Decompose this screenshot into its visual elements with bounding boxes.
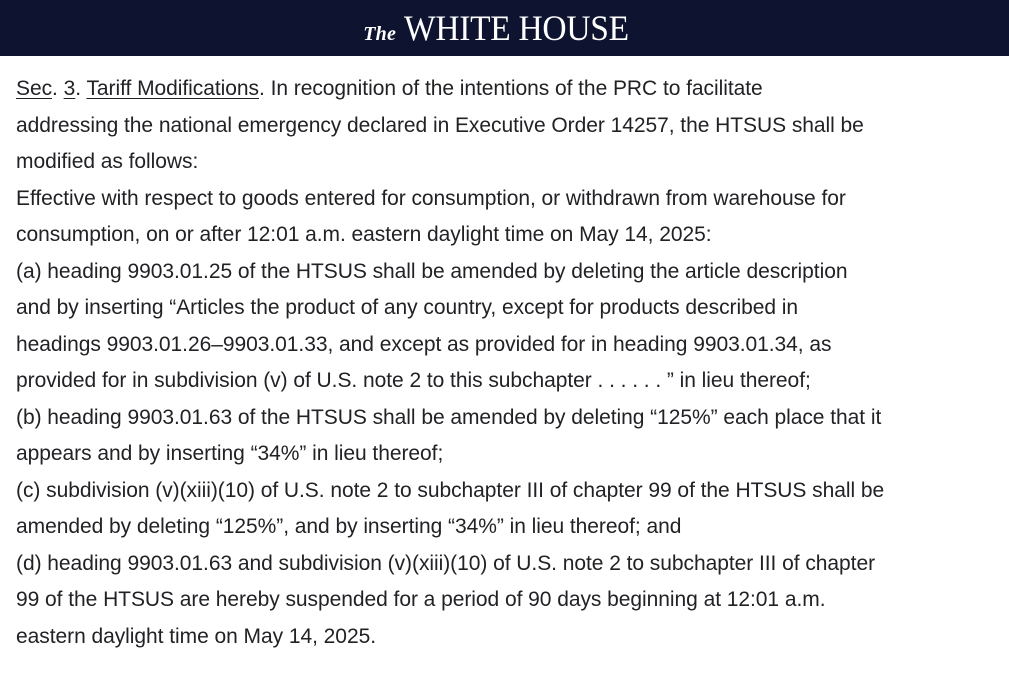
separator-dot: .	[52, 77, 64, 100]
item-b-line: (b) heading 9903.01.63 of the HTSUS shall be amended by deleting “125%” each place that it	[16, 405, 882, 429]
brand-name: WHITE HOUSE	[404, 8, 629, 48]
item-b-line: appears and by inserting “34%” in lieu thereof;	[16, 442, 444, 465]
effective-line: consumption, on or after 12:01 a.m. eastern daylight time on May 14, 2025:	[16, 223, 712, 246]
effective-line: Effective with respect to goods entered for consumption, or withdrawn from warehouse for	[16, 186, 846, 210]
item-c-line: amended by deleting “125%”, and by inserting “34%” in lieu thereof; and	[16, 515, 682, 538]
intro-line: addressing the national emergency declared in Executive Order 14257, the HTSUS shall be	[16, 113, 864, 137]
item-d-line: eastern daylight time on May 14, 2025.	[16, 624, 376, 648]
section-label: Sec	[16, 77, 53, 100]
item-a-line: and by inserting “Articles the product of any country, except for products described in	[16, 296, 799, 319]
item-c-line: (c) subdivision (v)(xiii)(10) of U.S. note 2 to subchapter III of chapter 99 of the HTSUS shall be	[16, 478, 885, 502]
item-d-line: (d) heading 9903.01.63 and subdivision (v)(xiii)(10) of U.S. note 2 to subchapter III of chapter	[16, 551, 876, 575]
section-number: 3	[63, 77, 76, 100]
intro-line: modified as follows:	[16, 150, 199, 173]
item-d-line: 99 of the HTSUS are hereby suspended for a period of 90 days beginning at 12:01 a.m.	[16, 588, 826, 611]
brand-prefix: The	[363, 23, 397, 45]
white-house-logo[interactable]	[363, 7, 645, 49]
document-body	[16, 71, 1001, 655]
section-heading-line	[16, 71, 1001, 108]
item-a-line: headings 9903.01.26–9903.01.33, and except as provided for in heading 9903.01.34, as	[16, 332, 832, 356]
separator-dot: .	[259, 77, 271, 100]
item-a-line: (a) heading 9903.01.25 of the HTSUS shall be amended by deleting the article description	[16, 259, 848, 283]
intro-text: In recognition of the intentions of the PRC to facilitate	[270, 77, 763, 100]
item-a-line: provided for in subdivision (v) of U.S. note 2 to this subchapter . . . . . . ” in lieu thereof;	[16, 369, 811, 392]
section-heading: Tariff Modifications	[86, 77, 259, 100]
separator-dot: .	[75, 77, 87, 100]
site-header	[0, 0, 1009, 56]
